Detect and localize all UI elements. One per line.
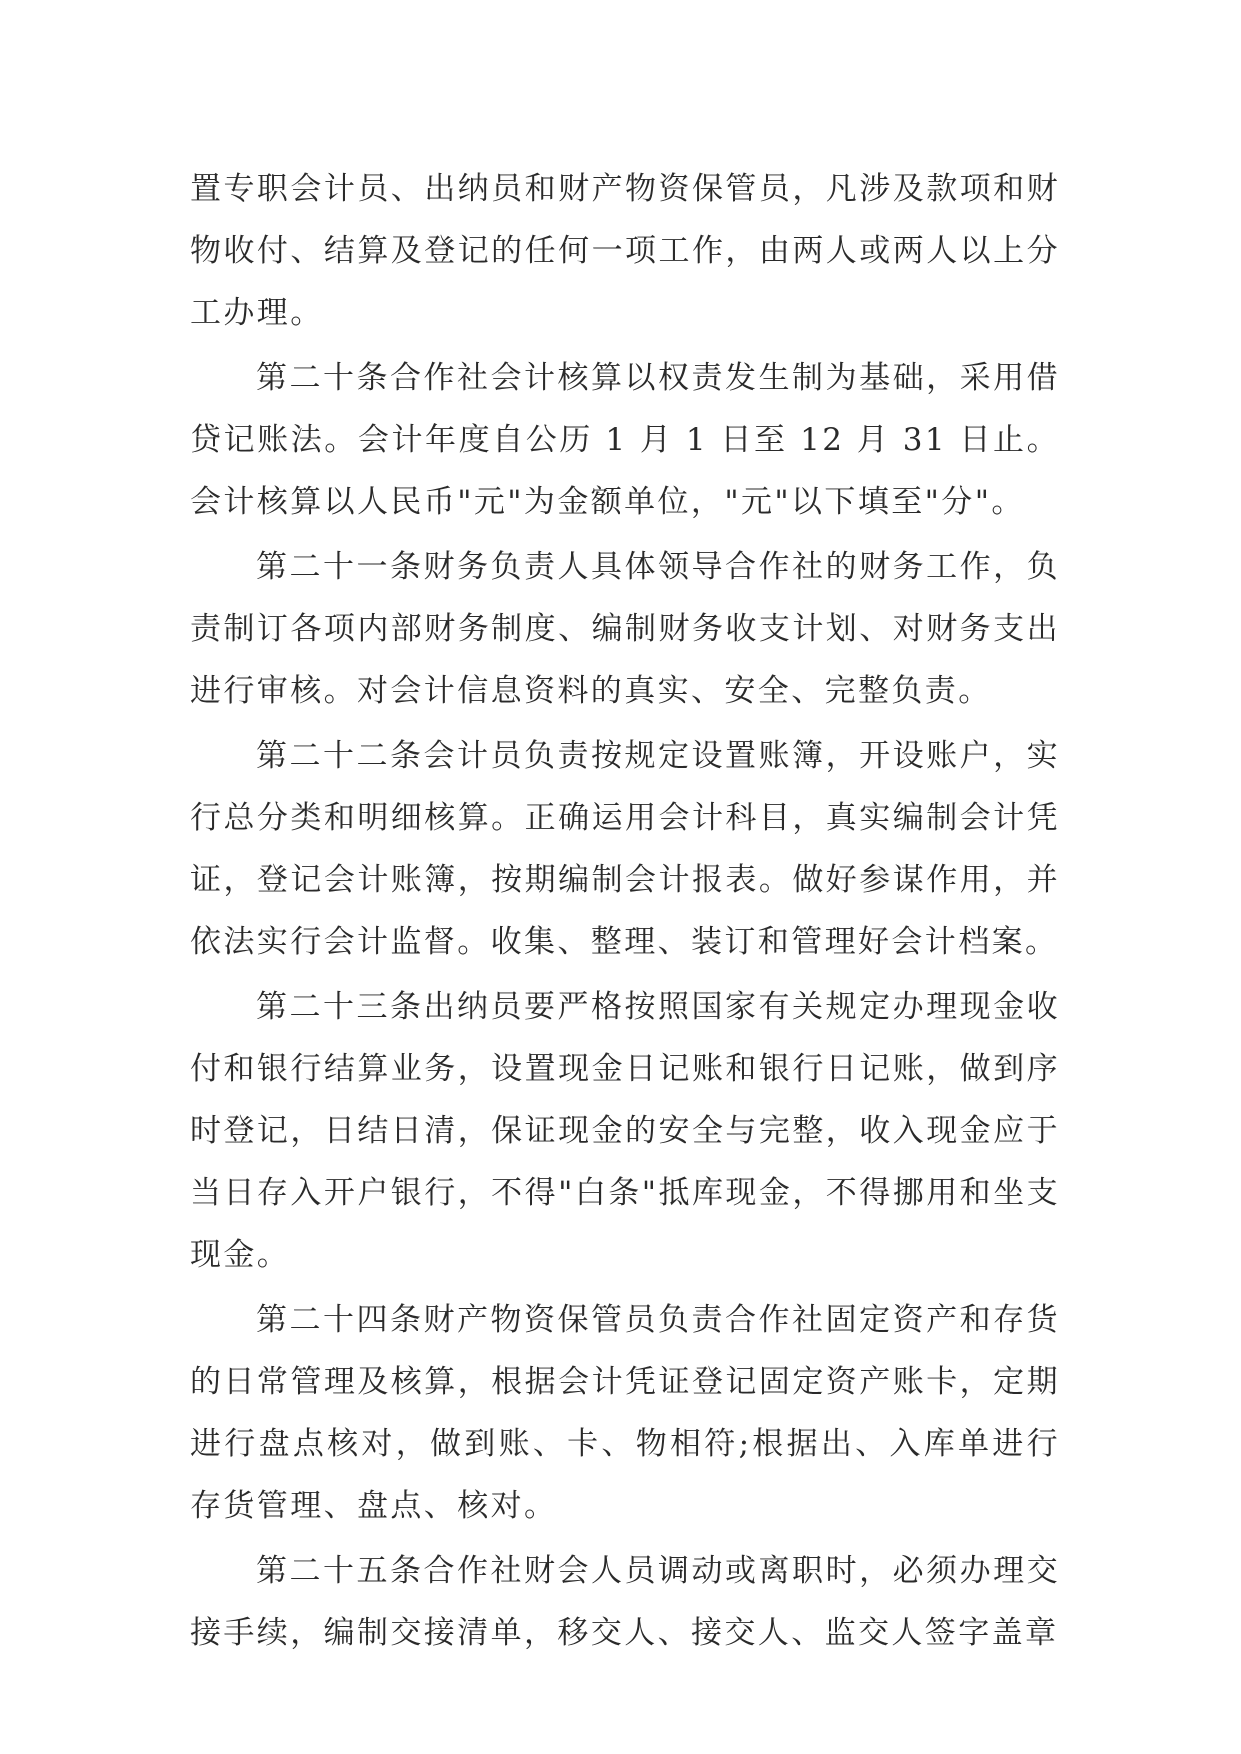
paragraph-article-23: 第二十三条出纳员要严格按照国家有关规定办理现金收付和银行结算业务，设置现金日记账和银行日记账，做到序时登记，日结日清，保证现金的安全与完整，收入现金应于当日存入开户银行，不得"白条"抵库现金，不得挪用和坐支现金。 <box>190 989 1060 1273</box>
paragraph-article-22: 第二十二条会计员负责按规定设置账簿，开设账户，实行总分类和明细核算。正确运用会计科目，真实编制会计凭证，登记会计账簿，按期编制会计报表。做好参谋作用，并依法实行会计监督。收集、整理、装订和管理好会计档案。 <box>190 738 1060 960</box>
paragraph-continuation: 置专职会计员、出纳员和财产物资保管员，凡涉及款项和财物收付、结算及登记的任何一项工作，由两人或两人以上分工办理。 <box>190 171 1060 331</box>
paragraph-article-24: 第二十四条财产物资保管员负责合作社固定资产和存货的日常管理及核算，根据会计凭证登记固定资产账卡，定期进行盘点核对，做到账、卡、物相符;根据出、入库单进行存货管理、盘点、核对。 <box>190 1302 1060 1524</box>
paragraph-article-20: 第二十条合作社会计核算以权责发生制为基础，采用借贷记账法。会计年度自公历 1 月 1 日至 12 月 31 日止。会计核算以人民币"元"为金额单位，"元"以下填至"分"。 <box>190 360 1060 520</box>
document-body <box>190 158 1060 1667</box>
paragraph-article-21: 第二十一条财务负责人具体领导合作社的财务工作，负责制订各项内部财务制度、编制财务收支计划、对财务支出进行审核。对会计信息资料的真实、安全、完整负责。 <box>190 549 1060 709</box>
paragraph-article-25: 第二十五条合作社财会人员调动或离职时，必须办理交接手续，编制交接清单，移交人、接交人、监交人签字盖章 <box>190 1553 1060 1651</box>
